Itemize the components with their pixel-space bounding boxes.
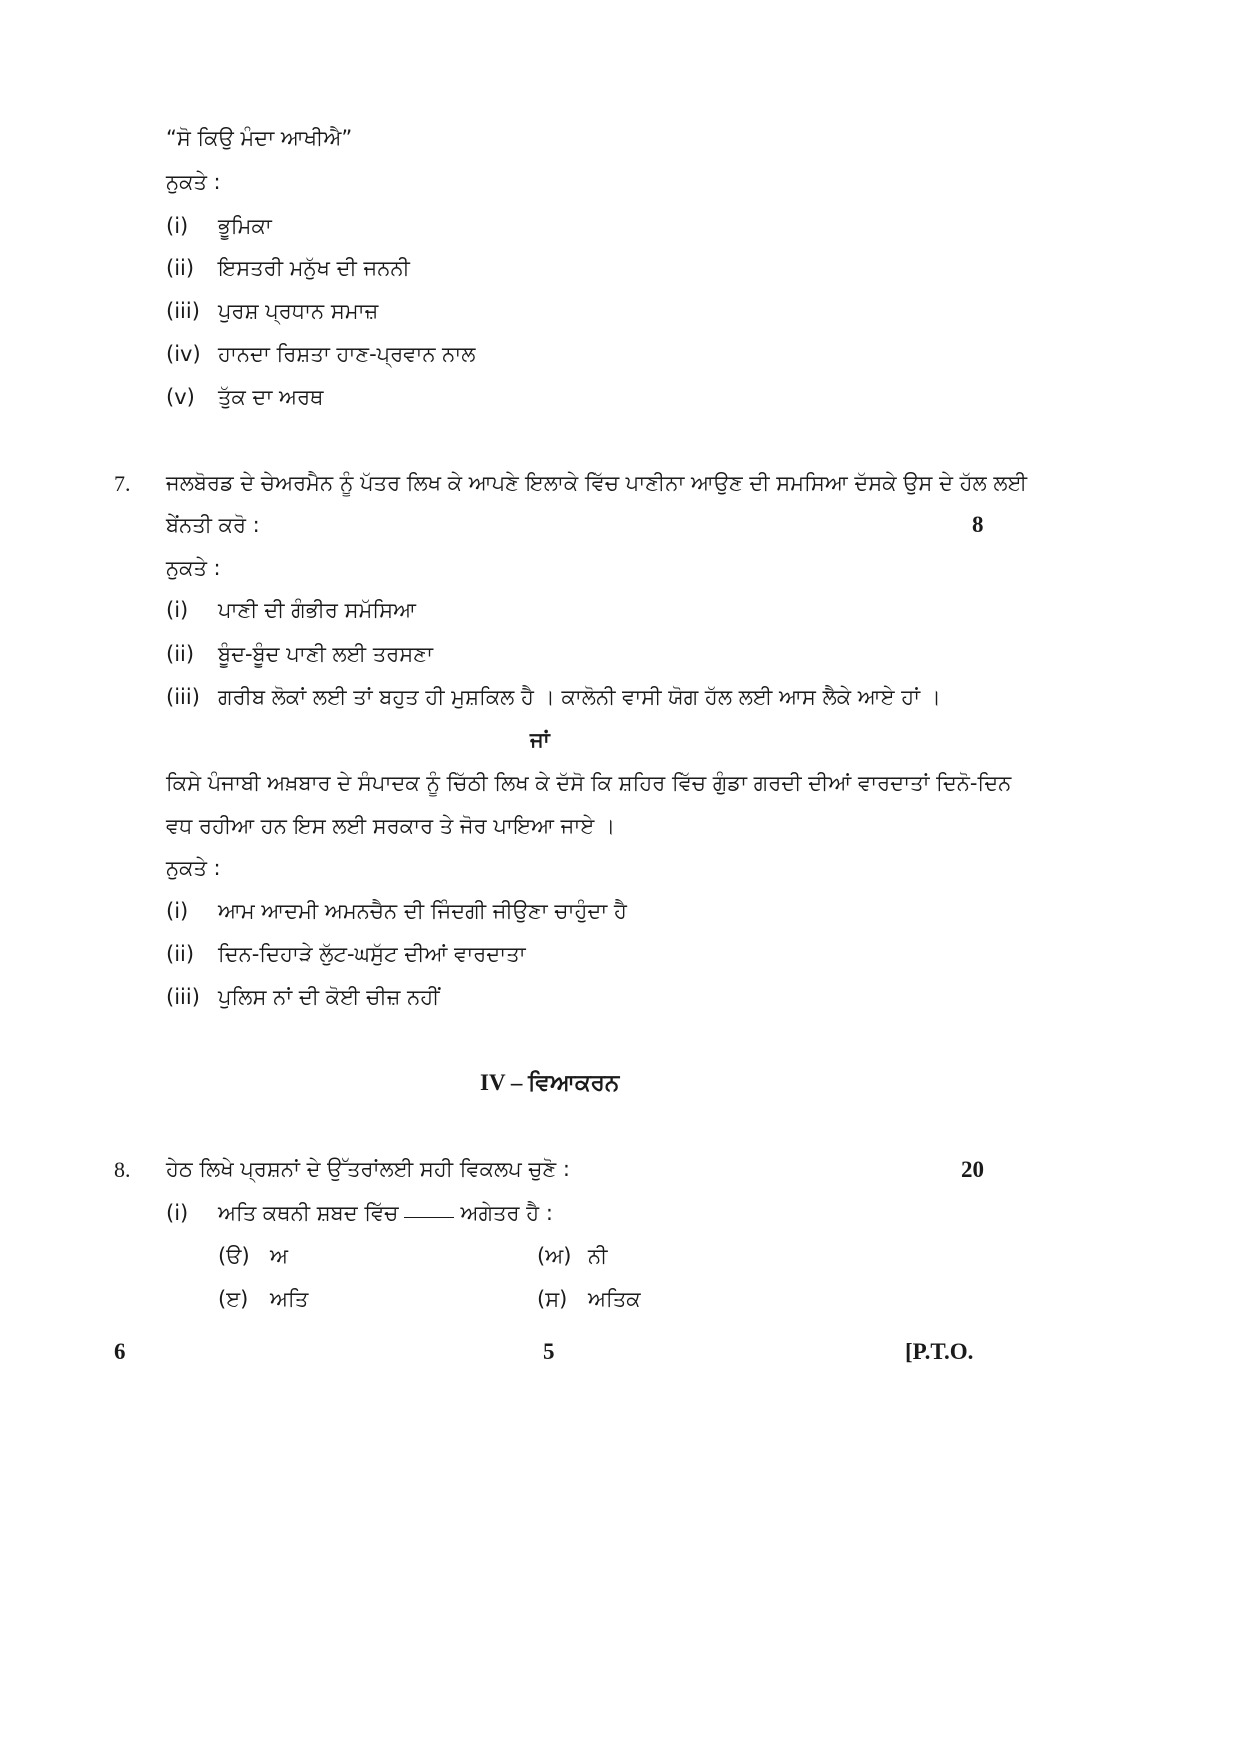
point-text: ਪੁਲਿਸ ਨਾਂ ਦੀ ਕੋਈ ਚੀਜ਼ ਨਹੀਂ xyxy=(218,985,440,1009)
question-text: ਹੇਠ ਲਿਖੇ ਪ੍ਰਸ਼ਨਾਂ ਦੇ ਉੱਤਰਾਂਲਈ ਸਹੀ ਵਿਕਲਪ ਚੁਣੋ : xyxy=(166,1157,570,1181)
pto-label: [P.T.O. xyxy=(905,1339,974,1364)
option-text: ਅ xyxy=(270,1244,289,1268)
question-text: ਬੇਂਨਤੀ ਕਰੋ : xyxy=(166,513,260,537)
point-text: ਪਾਣੀ ਦੀ ਗੰਭੀਰ ਸਮੱਸਿਆ xyxy=(218,598,417,622)
point-num: (i) xyxy=(166,899,189,923)
option-text: ਅਤਿ xyxy=(270,1287,309,1311)
point-text: ਹਾਨਦਾ ਰਿਸ਼ਤਾ ਹਾਣ-ਪ੍ਰਵਾਨ ਨਾਲ xyxy=(218,342,476,366)
point-text: ਆਮ ਆਦਮੀ ਅਮਨਚੈਨ ਦੀ ਜਿੰਦਗੀ ਜੀਉਣਾ ਚਾਹੁੰਦਾ ਹੈ xyxy=(218,899,627,923)
point-num: (iii) xyxy=(166,299,200,323)
section-heading: IV – ਵਿਆਕਰਨ xyxy=(480,1070,620,1095)
point-num: (ii) xyxy=(166,642,195,666)
point-num: (ii) xyxy=(166,256,195,280)
point-num: (ii) xyxy=(166,942,195,966)
sub-question-text-before: ਅਤਿ ਕਥਨੀ ਸ਼ਬਦ ਵਿੱਚ xyxy=(218,1201,399,1225)
point-text: ਬੂੰਦ-ਬੂੰਦ ਪਾਣੀ ਲਈ ਤਰਸਣਾ xyxy=(218,642,433,666)
sub-question-text xyxy=(218,1201,553,1226)
question-number: 7. xyxy=(114,471,131,496)
point-num: (i) xyxy=(166,214,189,238)
point-num: (v) xyxy=(166,385,195,409)
point-text: ਇਸਤਰੀ ਮਨੁੱਖ ਦੀ ਜਨਨੀ xyxy=(218,256,410,280)
point-text: ਭੂਮਿਕਾ xyxy=(218,214,272,238)
option-label: (ੲ) xyxy=(218,1287,249,1311)
points-label: ਨੁਕਤੇ : xyxy=(166,856,221,880)
point-num: (i) xyxy=(166,598,189,622)
option-label: (ਅ) xyxy=(537,1244,572,1268)
option-label: (ੳ) xyxy=(218,1244,250,1268)
or-label: ਜਾਂ xyxy=(530,728,550,752)
point-num: (iii) xyxy=(166,685,200,709)
question-text: ਕਿਸੇ ਪੰਜਾਬੀ ਅਖ਼ਬਾਰ ਦੇ ਸੰਪਾਦਕ ਨੂੰ ਚਿੱਠੀ ਲਿਖ ਕੇ ਦੱਸੋ ਕਿ ਸ਼ਹਿਰ ਵਿੱਚ ਗੁੰਡਾ ਗਰਦੀ ਦੀਆਂ ਵਾਰਦਾਤਾਂ ਦਿਨੋ-ਦਿਨ xyxy=(166,771,1012,795)
question-text: ਵਧ ਰਹੀਆ ਹਨ ਇਸ ਲਈ ਸਰਕਾਰ ਤੇ ਜੋਰ ਪਾਇਆ ਜਾਏ । xyxy=(166,814,616,838)
point-text: ਤੁੱਕ ਦਾ ਅਰਥ xyxy=(218,385,324,409)
point-num: (iii) xyxy=(166,985,200,1009)
point-num: (iv) xyxy=(166,342,201,366)
footer-code: 6 xyxy=(114,1339,126,1364)
option-text: ਨੀ xyxy=(588,1244,608,1268)
option-text: ਅਤਿਕ xyxy=(588,1287,641,1311)
answer-blank xyxy=(404,1217,454,1218)
points-label: ਨੁਕਤੇ : xyxy=(166,556,221,580)
question-marks: 20 xyxy=(961,1157,984,1182)
option-label: (ਸ) xyxy=(537,1287,568,1311)
question-number: 8. xyxy=(114,1157,131,1182)
point-text: ਦਿਨ-ਦਿਹਾੜੇ ਲੁੱਟ-ਘਸੁੱਟ ਦੀਆਂ ਵਾਰਦਾਤਾ xyxy=(218,942,526,966)
question-text: ਜਲਬੋਰਡ ਦੇ ਚੇਅਰਮੈਨ ਨੂੰ ਪੱਤਰ ਲਿਖ ਕੇ ਆਪਣੇ ਇਲਾਕੇ ਵਿੱਚ ਪਾਣੀਨਾ ਆਉਣ ਦੀ ਸਮਸਿਆ ਦੱਸਕੇ ਉਸ ਦੇ ਹੱਲ ਲਈ xyxy=(166,471,1028,495)
point-text: ਪੁਰਸ਼ ਪ੍ਰਧਾਨ ਸਮਾਜ਼ xyxy=(218,299,379,323)
points-label: ਨੁਕਤੇ : xyxy=(166,170,221,194)
essay-title: “ਸੋ ਕਿਉ ਮੰਦਾ ਆਖੀਐ” xyxy=(166,126,353,150)
point-text: ਗਰੀਬ ਲੋਕਾਂ ਲਈ ਤਾਂ ਬਹੁਤ ਹੀ ਮੁਸ਼ਕਿਲ ਹੈ । ਕਾਲੋਨੀ ਵਾਸੀ ਯੋਗ ਹੱਲ ਲਈ ਆਸ ਲੈਕੇ ਆਏ ਹਾਂ । xyxy=(218,685,941,709)
sub-question-text-after: ਅਗੇਤਰ ਹੈ : xyxy=(460,1201,553,1225)
sub-question-num: (i) xyxy=(166,1201,189,1225)
page-number: 5 xyxy=(543,1339,555,1364)
question-marks: 8 xyxy=(972,512,984,537)
